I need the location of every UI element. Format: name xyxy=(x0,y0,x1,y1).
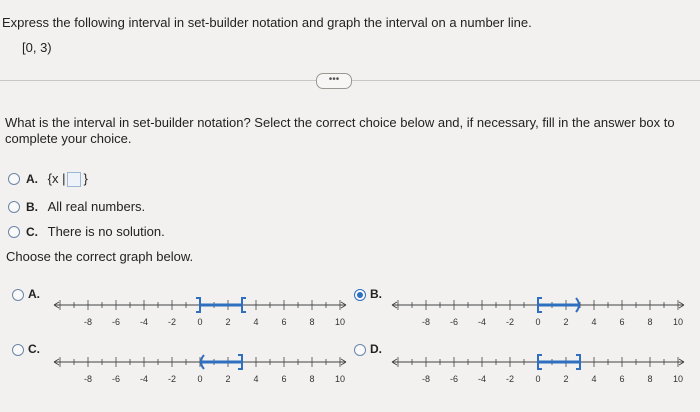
tick-label: 2 xyxy=(563,317,569,327)
choice-c-text: There is no solution. xyxy=(47,224,165,239)
tick-label: 6 xyxy=(281,374,287,384)
choice-c-letter: C. xyxy=(26,225,38,239)
tick-label: 0 xyxy=(197,374,203,384)
tick-label: 8 xyxy=(309,374,315,384)
tick-label: 6 xyxy=(619,317,625,327)
tick-label: -6 xyxy=(111,317,121,327)
tick-label: 6 xyxy=(619,374,625,384)
graph-prompt: Choose the correct graph below. xyxy=(6,249,194,264)
radio-graph-b[interactable] xyxy=(354,289,366,301)
tick-label: 10 xyxy=(334,317,346,327)
tick-label: -4 xyxy=(477,317,487,327)
choice-a-letter: A. xyxy=(26,172,38,186)
choice-b-letter: B. xyxy=(26,200,38,214)
graph-c-letter: C. xyxy=(28,342,40,356)
tick-label: 0 xyxy=(535,374,541,384)
graph-b-letter: B. xyxy=(370,287,382,301)
choice-a-prefix: {x | xyxy=(47,171,66,186)
tick-label: -6 xyxy=(111,374,121,384)
tick-label: -4 xyxy=(139,374,149,384)
tick-label: 10 xyxy=(672,374,684,384)
tick-label: 4 xyxy=(253,317,259,327)
number-line-c xyxy=(50,352,350,392)
tick-label: 4 xyxy=(591,317,597,327)
tick-label: 2 xyxy=(225,317,231,327)
radio-choice-b[interactable] xyxy=(8,201,20,213)
tick-label: -2 xyxy=(167,374,177,384)
tick-label: -4 xyxy=(477,374,487,384)
tick-label: -6 xyxy=(449,374,459,384)
choice-a-suffix: } xyxy=(83,171,88,186)
tick-label: 2 xyxy=(225,374,231,384)
radio-graph-a[interactable] xyxy=(12,289,24,301)
tick-label: 8 xyxy=(647,317,653,327)
tick-label: -2 xyxy=(167,317,177,327)
tick-label: 8 xyxy=(309,317,315,327)
prompt-line-2: complete your choice. xyxy=(5,131,132,146)
more-button[interactable]: ••• xyxy=(316,73,352,89)
answer-box[interactable] xyxy=(67,172,81,187)
graph-d-letter: D. xyxy=(370,342,382,356)
radio-choice-a[interactable] xyxy=(8,173,20,185)
tick-label: 4 xyxy=(591,374,597,384)
tick-label: 0 xyxy=(535,317,541,327)
tick-label: -8 xyxy=(421,374,431,384)
tick-label: -2 xyxy=(505,317,515,327)
radio-choice-c[interactable] xyxy=(8,226,20,238)
choice-a xyxy=(26,171,88,187)
tick-label: 2 xyxy=(563,374,569,384)
choice-b xyxy=(26,199,145,214)
graph-a-letter: A. xyxy=(28,287,40,301)
choice-b-text: All real numbers. xyxy=(47,199,146,214)
tick-label: 6 xyxy=(281,317,287,327)
tick-label: -8 xyxy=(83,374,93,384)
tick-label: -8 xyxy=(421,317,431,327)
number-line-b xyxy=(388,295,688,335)
interval-text: [0, 3) xyxy=(22,40,52,55)
tick-label: -8 xyxy=(83,317,93,327)
choice-c xyxy=(26,224,165,239)
tick-label: 10 xyxy=(334,374,346,384)
instruction-text: Express the following interval in set-builder notation and graph the interval on a number line. xyxy=(2,15,532,30)
radio-graph-d[interactable] xyxy=(354,344,366,356)
radio-graph-c[interactable] xyxy=(12,344,24,356)
prompt-line-1: What is the interval in set-builder notation? Select the correct choice below and, if necessary, fill in the answer box to xyxy=(5,115,675,130)
tick-label: -4 xyxy=(139,317,149,327)
tick-label: -6 xyxy=(449,317,459,327)
number-line-a xyxy=(50,295,350,335)
number-line-d xyxy=(388,352,688,392)
tick-label: 0 xyxy=(197,317,203,327)
tick-label: -2 xyxy=(505,374,515,384)
tick-label: 10 xyxy=(672,317,684,327)
tick-label: 4 xyxy=(253,374,259,384)
tick-label: 8 xyxy=(647,374,653,384)
